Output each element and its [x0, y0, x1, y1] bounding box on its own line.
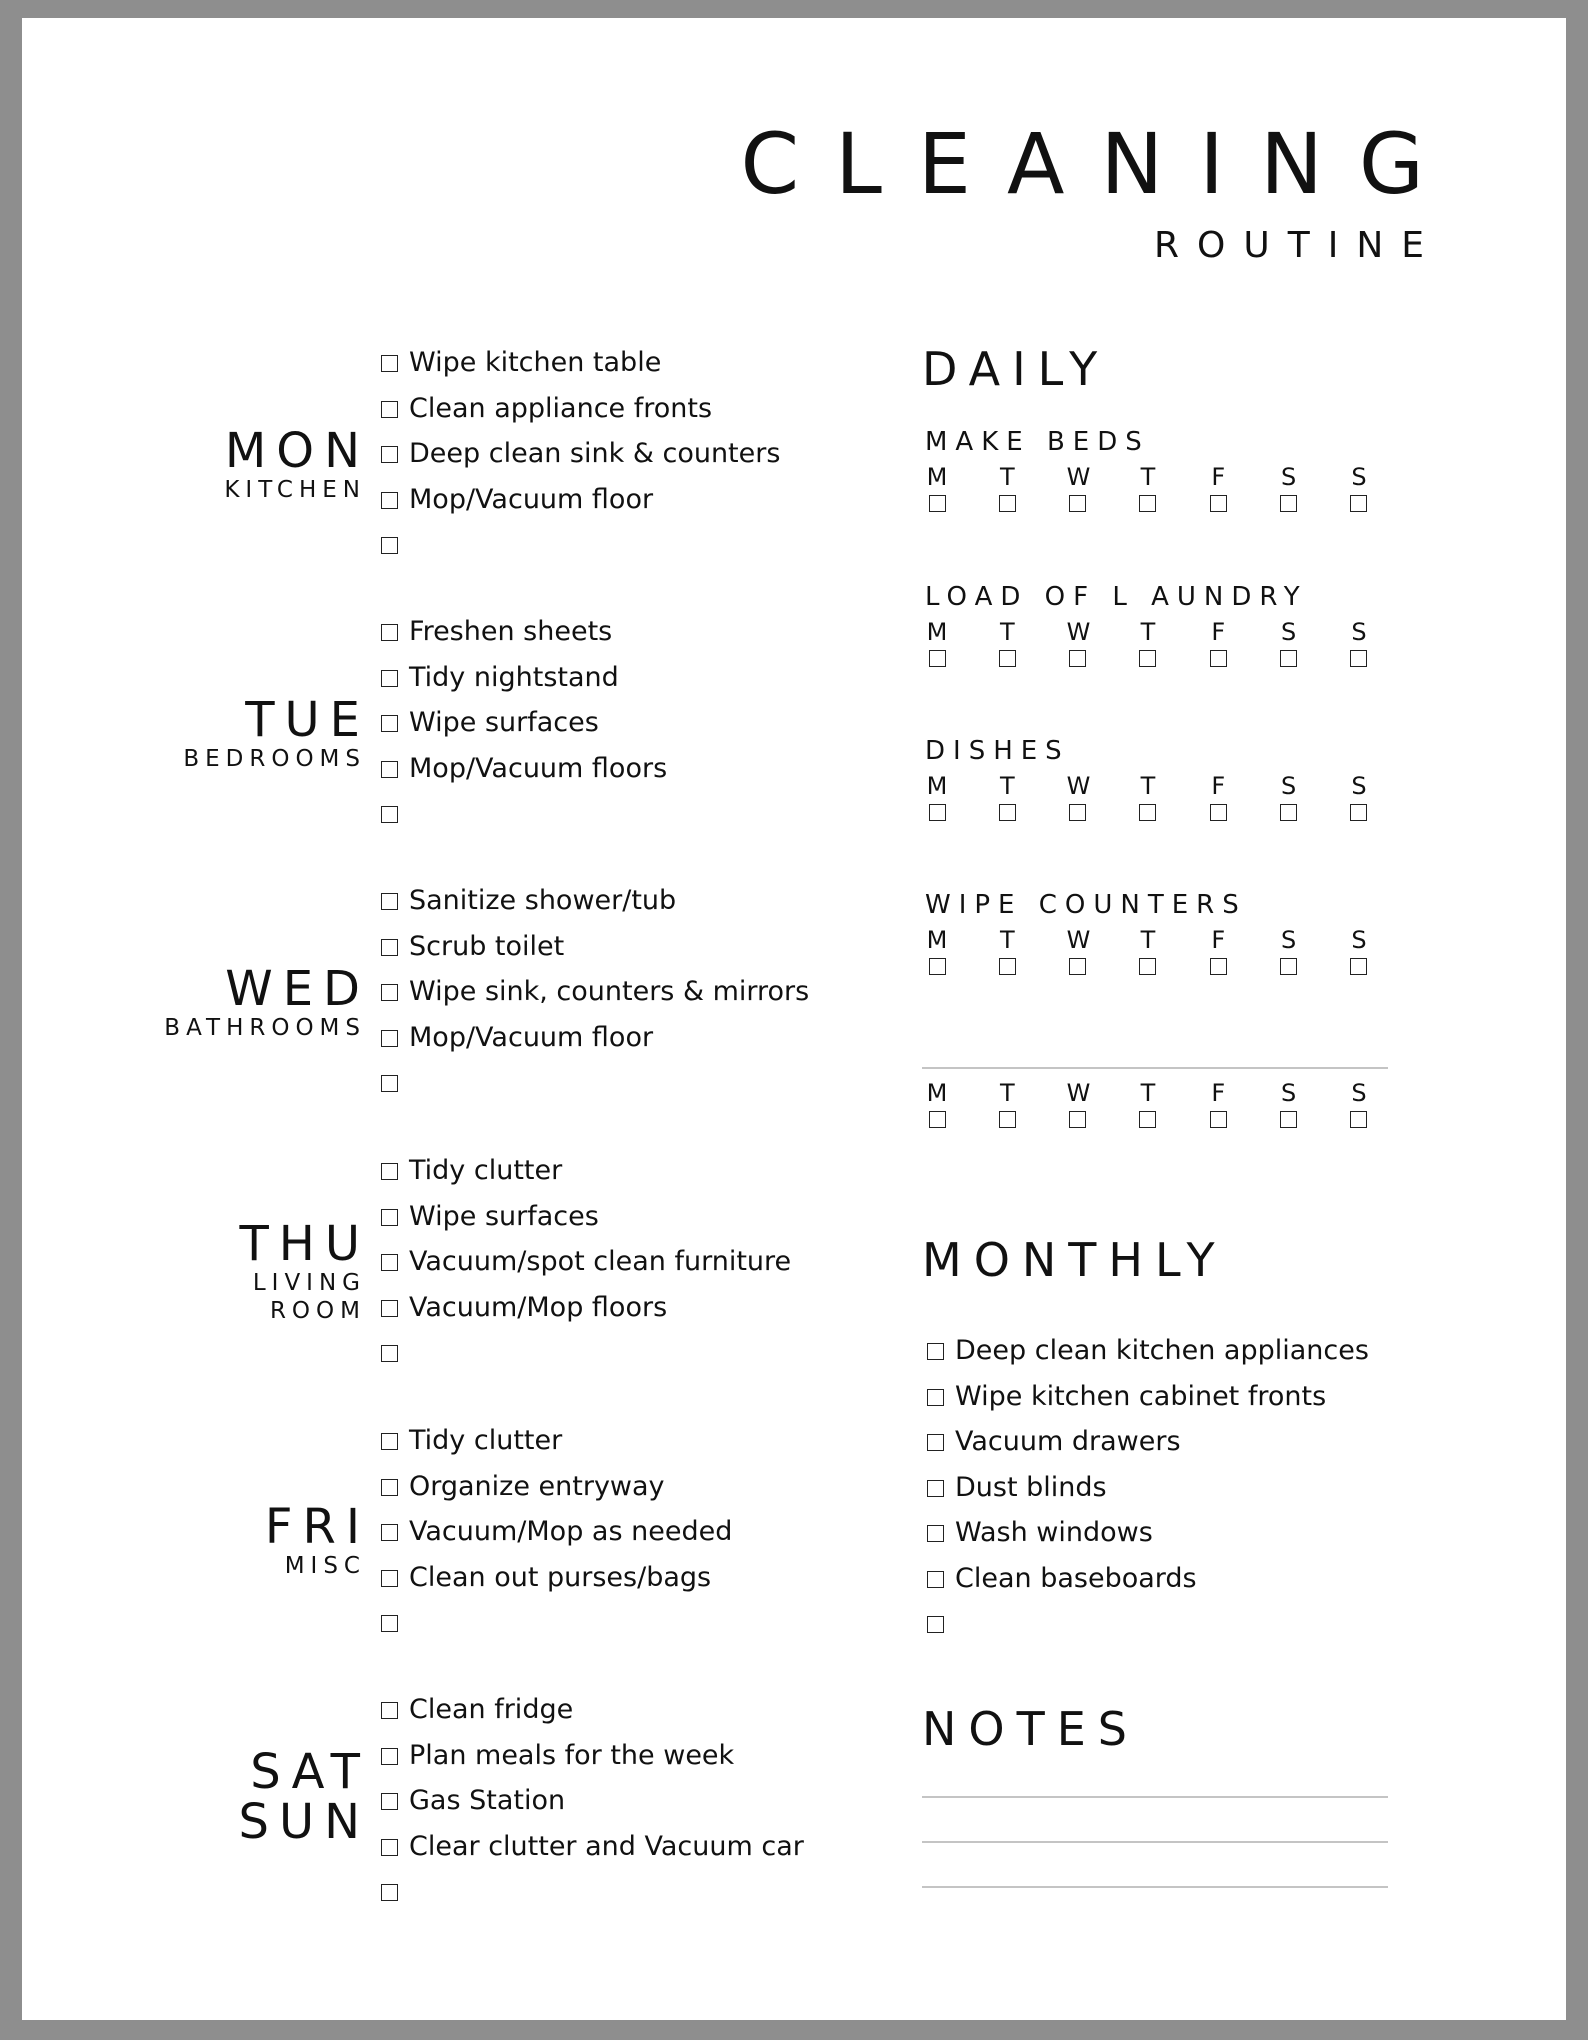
checkbox[interactable] — [381, 939, 398, 956]
notes-line[interactable] — [922, 1886, 1388, 1888]
weekday-label: W — [1066, 772, 1091, 800]
task-list — [381, 340, 780, 568]
task-item[interactable] — [381, 1015, 809, 1061]
weekday-labels — [926, 928, 1370, 952]
checkbox[interactable] — [929, 804, 946, 821]
task-item[interactable] — [381, 1330, 791, 1376]
task-label: Vacuum/Mop as needed — [409, 1516, 733, 1548]
day-room-line1: LIVING — [252, 1270, 366, 1296]
weekday-label: F — [1211, 1079, 1226, 1107]
habit-name: LOAD OF L AUNDRY — [925, 582, 1308, 612]
task-label: Clean out purses/bags — [409, 1561, 712, 1593]
task-item[interactable] — [381, 1555, 732, 1601]
task-label: Clean fridge — [409, 1694, 574, 1726]
daily-habit-make-beds — [922, 429, 1392, 512]
checkbox[interactable] — [1210, 495, 1227, 512]
task-label: Deep clean sink & counters — [409, 438, 781, 470]
checkbox[interactable] — [381, 1163, 398, 1180]
checkbox[interactable] — [927, 1525, 944, 1542]
custom-habit-line[interactable] — [922, 1067, 1388, 1069]
task-item[interactable] — [381, 1060, 809, 1106]
task-item[interactable] — [381, 1778, 804, 1824]
task-item[interactable] — [927, 1419, 1369, 1465]
weekday-checkboxes — [926, 958, 1370, 975]
weekday-label: S — [1351, 1079, 1367, 1107]
weekday-label: T — [999, 772, 1015, 800]
day-label — [264, 1499, 370, 1580]
task-label: Mop/Vacuum floor — [409, 1021, 654, 1053]
task-item[interactable] — [381, 340, 780, 386]
daily-heading: DAILY — [922, 342, 1110, 396]
weekday-label: F — [1211, 463, 1226, 491]
checkbox[interactable] — [927, 1389, 944, 1406]
task-label: Wipe surfaces — [409, 707, 599, 739]
checkbox[interactable] — [381, 806, 398, 823]
task-label: Wipe kitchen cabinet fronts — [955, 1380, 1327, 1412]
task-item[interactable] — [381, 924, 809, 970]
weekday-labels — [926, 1081, 1370, 1105]
checkbox[interactable] — [1210, 958, 1227, 975]
weekday-label: T — [1140, 926, 1156, 954]
task-list — [381, 878, 809, 1106]
checkbox[interactable] — [381, 1300, 398, 1317]
task-label: Vacuum/spot clean furniture — [409, 1246, 792, 1278]
checkbox[interactable] — [927, 1434, 944, 1451]
day-room: BATHROOMS — [164, 1015, 366, 1041]
weekday-label: S — [1351, 618, 1367, 646]
day-abbr: FRI — [264, 1499, 370, 1555]
task-item[interactable] — [381, 969, 809, 1015]
checkbox[interactable] — [1280, 804, 1297, 821]
weekday-checkboxes — [926, 495, 1370, 512]
checkbox[interactable] — [381, 1793, 398, 1810]
page-title: CLEANING — [740, 115, 1460, 213]
checkbox[interactable] — [381, 1702, 398, 1719]
day-abbr: THU — [239, 1216, 370, 1272]
checkbox[interactable] — [1139, 495, 1156, 512]
checkbox[interactable] — [929, 650, 946, 667]
task-label: Vacuum/Mop floors — [409, 1291, 668, 1323]
task-label: Deep clean kitchen appliances — [955, 1335, 1369, 1367]
task-list — [381, 1418, 732, 1646]
checkbox[interactable] — [1069, 958, 1086, 975]
weekday-label: S — [1281, 772, 1297, 800]
habit-name: DISHES — [925, 736, 1070, 766]
weekday-labels — [926, 465, 1370, 489]
task-item[interactable] — [381, 1148, 791, 1194]
weekday-label: S — [1281, 926, 1297, 954]
weekday-label: S — [1351, 926, 1367, 954]
weekday-labels — [926, 620, 1370, 644]
checkbox[interactable] — [381, 1884, 398, 1901]
checkbox[interactable] — [381, 1748, 398, 1765]
checkbox[interactable] — [1280, 1111, 1297, 1128]
task-item[interactable] — [381, 477, 780, 523]
checkbox[interactable] — [381, 1345, 398, 1362]
habit-name: MAKE BEDS — [925, 427, 1150, 457]
task-item[interactable] — [381, 1509, 732, 1555]
checkbox[interactable] — [1280, 495, 1297, 512]
task-label: Wipe kitchen table — [409, 347, 662, 379]
task-item[interactable] — [927, 1601, 1369, 1647]
task-label: Dust blinds — [955, 1471, 1107, 1503]
day-room: MISC — [284, 1553, 366, 1579]
day-room: KITCHEN — [224, 477, 366, 503]
weekday-label: T — [999, 618, 1015, 646]
task-item[interactable] — [381, 878, 809, 924]
weekday-label: T — [1140, 772, 1156, 800]
task-label: Mop/Vacuum floors — [409, 752, 668, 784]
checkbox[interactable] — [927, 1571, 944, 1588]
checkbox[interactable] — [1280, 650, 1297, 667]
daily-habit-wipe-counters — [922, 892, 1392, 975]
daily-habit-laundry — [922, 584, 1392, 667]
checkbox[interactable] — [381, 761, 398, 778]
task-item[interactable] — [381, 431, 780, 477]
weekday-label: W — [1066, 463, 1091, 491]
day-label — [183, 692, 370, 773]
checkbox[interactable] — [1350, 1111, 1367, 1128]
task-label: Gas Station — [409, 1785, 566, 1817]
task-item[interactable] — [381, 791, 667, 837]
task-label: Scrub toilet — [409, 930, 565, 962]
monthly-heading: MONTHLY — [922, 1233, 1227, 1287]
weekday-checkboxes — [926, 1111, 1370, 1128]
checkbox[interactable] — [1069, 804, 1086, 821]
checkbox[interactable] — [1139, 804, 1156, 821]
checkbox[interactable] — [1139, 958, 1156, 975]
task-item[interactable] — [381, 1239, 791, 1285]
task-item[interactable] — [381, 700, 667, 746]
checkbox[interactable] — [929, 1111, 946, 1128]
notes-line[interactable] — [922, 1796, 1388, 1798]
weekday-label: S — [1281, 463, 1297, 491]
weekday-checkboxes — [926, 804, 1370, 821]
day-abbr-line2: SUN — [238, 1794, 370, 1850]
checkbox[interactable] — [927, 1343, 944, 1360]
task-item[interactable] — [927, 1465, 1369, 1511]
checkbox[interactable] — [381, 1570, 398, 1587]
checkbox[interactable] — [381, 1479, 398, 1496]
day-label — [224, 423, 370, 504]
task-list — [381, 1687, 804, 1915]
weekday-label: S — [1351, 772, 1367, 800]
checkbox[interactable] — [929, 495, 946, 512]
task-item[interactable] — [381, 1869, 804, 1915]
daily-habit-custom — [922, 1081, 1392, 1128]
task-item[interactable] — [927, 1328, 1369, 1374]
task-item[interactable] — [927, 1510, 1369, 1556]
task-label: Wash windows — [955, 1517, 1153, 1549]
weekday-label: T — [1140, 463, 1156, 491]
checkbox[interactable] — [381, 1615, 398, 1632]
checkbox[interactable] — [1139, 1111, 1156, 1128]
weekday-label: W — [1066, 618, 1091, 646]
task-item[interactable] — [927, 1556, 1369, 1602]
task-label: Tidy nightstand — [409, 661, 619, 693]
task-label: Mop/Vacuum floor — [409, 483, 654, 515]
weekday-label: M — [926, 618, 948, 646]
task-label: Clean appliance fronts — [409, 392, 713, 424]
checkbox[interactable] — [1069, 495, 1086, 512]
checkbox[interactable] — [1210, 1111, 1227, 1128]
weekday-label: T — [999, 463, 1015, 491]
checkbox[interactable] — [929, 958, 946, 975]
checkbox[interactable] — [999, 650, 1016, 667]
day-room: BEDROOMS — [183, 746, 366, 772]
task-label: Clean baseboards — [955, 1562, 1197, 1594]
task-list — [381, 1148, 791, 1376]
weekday-label: T — [1140, 1079, 1156, 1107]
task-item[interactable] — [381, 655, 667, 701]
checkbox[interactable] — [381, 1254, 398, 1271]
weekday-label: T — [1140, 618, 1156, 646]
checkbox[interactable] — [381, 893, 398, 910]
day-room-line2: ROOM — [269, 1298, 366, 1324]
weekday-label: F — [1211, 772, 1226, 800]
day-label — [238, 1744, 370, 1850]
task-item[interactable] — [381, 386, 780, 432]
task-label: Wipe sink, counters & mirrors — [409, 976, 810, 1008]
checkbox[interactable] — [927, 1480, 944, 1497]
weekday-label: M — [926, 1079, 948, 1107]
weekday-label: F — [1211, 926, 1226, 954]
weekday-checkboxes — [926, 650, 1370, 667]
task-label: Vacuum drawers — [955, 1426, 1181, 1458]
weekday-label: S — [1351, 463, 1367, 491]
checkbox[interactable] — [381, 624, 398, 641]
checkbox[interactable] — [381, 355, 398, 372]
checkbox[interactable] — [1069, 650, 1086, 667]
checkbox[interactable] — [381, 1524, 398, 1541]
task-item[interactable] — [381, 1600, 732, 1646]
day-label — [164, 961, 370, 1042]
habit-name: WIPE COUNTERS — [925, 890, 1247, 920]
checkbox[interactable] — [381, 984, 398, 1001]
task-item[interactable] — [381, 1194, 791, 1240]
checkbox[interactable] — [1350, 804, 1367, 821]
task-label: Clear clutter and Vacuum car — [409, 1830, 804, 1862]
task-item[interactable] — [381, 1733, 804, 1779]
day-abbr-line1: SAT — [250, 1744, 370, 1800]
task-item[interactable] — [381, 1824, 804, 1870]
task-list — [381, 609, 667, 837]
checkbox[interactable] — [999, 1111, 1016, 1128]
page-subtitle: ROUTINE — [1154, 225, 1442, 266]
task-item[interactable] — [381, 1285, 791, 1331]
checkbox[interactable] — [1210, 804, 1227, 821]
task-item[interactable] — [381, 609, 667, 655]
task-label: Plan meals for the week — [409, 1739, 735, 1771]
daily-habit-dishes — [922, 738, 1392, 821]
task-item[interactable] — [381, 1687, 804, 1733]
day-label — [239, 1216, 370, 1325]
weekday-label: M — [926, 926, 948, 954]
weekday-label: W — [1066, 1079, 1091, 1107]
task-item[interactable] — [381, 746, 667, 792]
day-abbr: MON — [224, 423, 370, 479]
weekday-label: M — [926, 772, 948, 800]
weekday-label: W — [1066, 926, 1091, 954]
weekday-label: F — [1211, 618, 1226, 646]
checkbox[interactable] — [381, 1075, 398, 1092]
task-label: Organize entryway — [409, 1470, 665, 1502]
task-label: Tidy clutter — [409, 1155, 563, 1187]
checkbox[interactable] — [1350, 495, 1367, 512]
weekday-label: T — [999, 1079, 1015, 1107]
checkbox[interactable] — [1350, 650, 1367, 667]
task-label: Sanitize shower/tub — [409, 885, 677, 917]
checkbox[interactable] — [381, 1030, 398, 1047]
notes-line[interactable] — [922, 1841, 1388, 1843]
checkbox[interactable] — [381, 1433, 398, 1450]
checkbox[interactable] — [927, 1616, 944, 1633]
checkbox[interactable] — [381, 537, 398, 554]
weekday-label: T — [999, 926, 1015, 954]
checkbox[interactable] — [381, 1839, 398, 1856]
task-item[interactable] — [381, 522, 780, 568]
task-label: Tidy clutter — [409, 1425, 563, 1457]
checkbox[interactable] — [381, 401, 398, 418]
checkbox[interactable] — [381, 446, 398, 463]
checkbox[interactable] — [999, 804, 1016, 821]
checkbox[interactable] — [1210, 650, 1227, 667]
checkbox[interactable] — [999, 495, 1016, 512]
planner-page — [22, 18, 1566, 2020]
task-label: Freshen sheets — [409, 616, 613, 648]
weekday-labels — [926, 774, 1370, 798]
checkbox[interactable] — [381, 492, 398, 509]
checkbox[interactable] — [1350, 958, 1367, 975]
notes-heading: NOTES — [922, 1702, 1139, 1756]
checkbox[interactable] — [381, 715, 398, 732]
task-item[interactable] — [381, 1418, 732, 1464]
checkbox[interactable] — [1069, 1111, 1086, 1128]
checkbox[interactable] — [999, 958, 1016, 975]
weekday-label: M — [926, 463, 948, 491]
checkbox[interactable] — [381, 670, 398, 687]
checkbox[interactable] — [381, 1209, 398, 1226]
task-item[interactable] — [381, 1464, 732, 1510]
weekday-label: S — [1281, 618, 1297, 646]
task-label: Wipe surfaces — [409, 1200, 599, 1232]
weekday-label: S — [1281, 1079, 1297, 1107]
checkbox[interactable] — [1139, 650, 1156, 667]
monthly-task-list — [927, 1328, 1369, 1647]
checkbox[interactable] — [1280, 958, 1297, 975]
task-item[interactable] — [927, 1374, 1369, 1420]
day-abbr: WED — [225, 961, 370, 1017]
day-abbr: TUE — [245, 692, 370, 748]
